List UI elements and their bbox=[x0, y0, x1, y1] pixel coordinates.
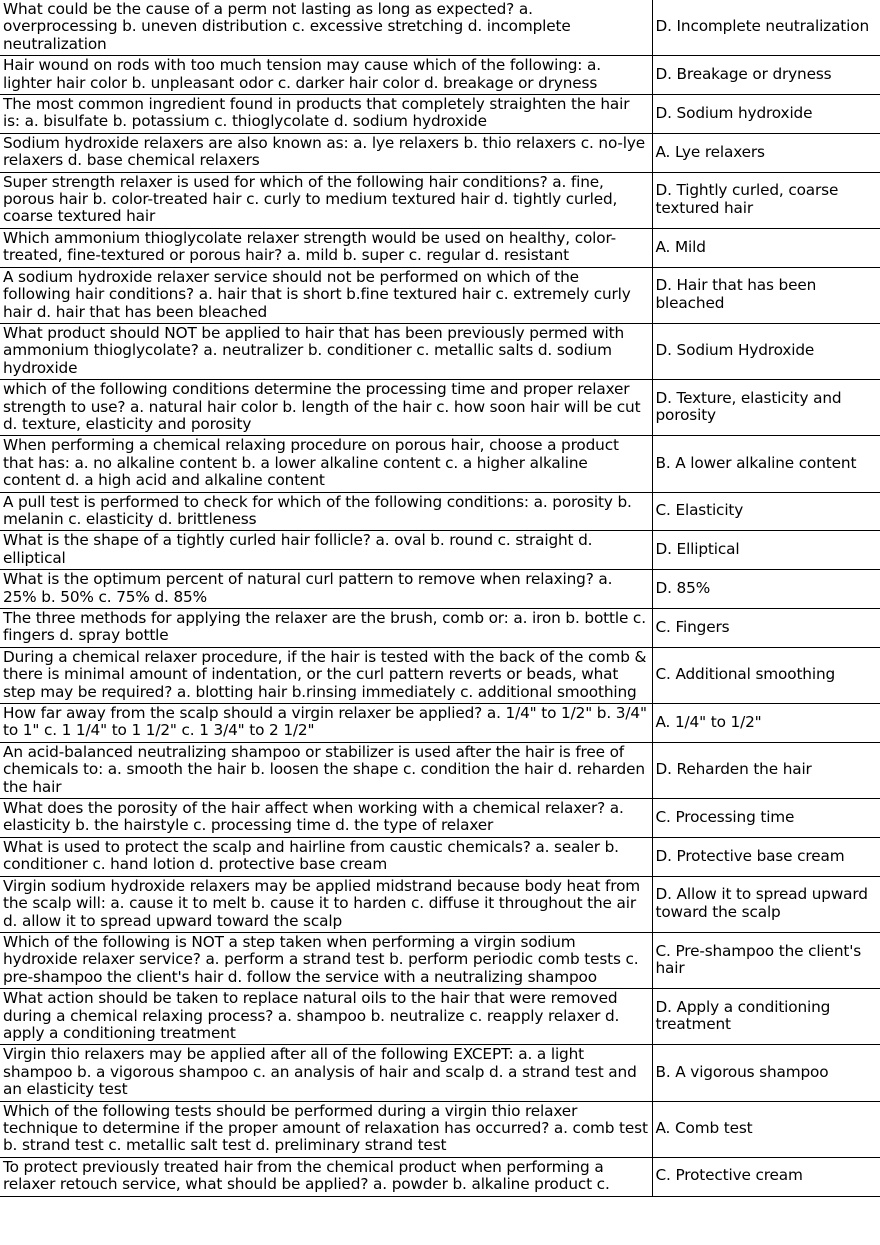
answer-cell: D. Elliptical bbox=[652, 531, 880, 570]
table-row bbox=[0, 133, 880, 172]
answer-cell: C. Fingers bbox=[652, 609, 880, 648]
question-cell: What is the optimum percent of natural curl pattern to remove when relaxing? a. 25% b. 50% c. 75% d. 85% bbox=[0, 570, 652, 609]
table-row bbox=[0, 172, 880, 228]
table-row bbox=[0, 95, 880, 134]
question-cell: The most common ingredient found in products that completely straighten the hair is: a. bisulfate b. potassium c. thioglycolate d. sodium hydroxide bbox=[0, 95, 652, 134]
table-row bbox=[0, 323, 880, 379]
question-cell: What product should NOT be applied to hair that has been previously permed with ammonium thioglycolate? a. neutralizer b. conditioner c. metallic salts d. sodium hydroxide bbox=[0, 323, 652, 379]
answer-cell: C. Pre-shampoo the client's hair bbox=[652, 932, 880, 988]
question-cell: What action should be taken to replace natural oils to the hair that were removed during a chemical relaxing process? a. shampoo b. neutralize c. reapply relaxer d. apply a conditioning treatment bbox=[0, 989, 652, 1045]
table-row bbox=[0, 932, 880, 988]
question-cell: Sodium hydroxide relaxers are also known as: a. lye relaxers b. thio relaxers c. no-lye relaxers d. base chemical relaxers bbox=[0, 133, 652, 172]
answer-cell: C. Elasticity bbox=[652, 492, 880, 531]
question-cell: Virgin sodium hydroxide relaxers may be applied midstrand because body heat from the scalp will: a. cause it to melt b. cause it to harden c. diffuse it throughout the air d. allow it to spread upward toward the scalp bbox=[0, 876, 652, 932]
table-row bbox=[0, 1101, 880, 1157]
table-row bbox=[0, 267, 880, 323]
answer-cell: A. Mild bbox=[652, 228, 880, 267]
table-row bbox=[0, 609, 880, 648]
table-row bbox=[0, 1045, 880, 1101]
question-cell: Which ammonium thioglycolate relaxer strength would be used on healthy, color-treated, fine-textured or porous hair? a. mild b. super c. regular d. resistant bbox=[0, 228, 652, 267]
question-cell: Virgin thio relaxers may be applied after all of the following EXCEPT: a. a light shampoo b. a vigorous shampoo c. an analysis of hair and scalp d. a strand test and an elasticity test bbox=[0, 1045, 652, 1101]
table-row bbox=[0, 989, 880, 1045]
question-cell: which of the following conditions determine the processing time and proper relaxer strength to use? a. natural hair color b. length of the hair c. how soon hair will be cut d. texture, elasticity and porosity bbox=[0, 380, 652, 436]
answer-cell: D. Hair that has been bleached bbox=[652, 267, 880, 323]
answer-cell: A. Lye relaxers bbox=[652, 133, 880, 172]
answer-cell: A. Comb test bbox=[652, 1101, 880, 1157]
table-row bbox=[0, 647, 880, 703]
question-cell: A pull test is performed to check for which of the following conditions: a. porosity b. melanin c. elasticity d. brittleness bbox=[0, 492, 652, 531]
table-row bbox=[0, 570, 880, 609]
question-cell: An acid-balanced neutralizing shampoo or stabilizer is used after the hair is free of chemicals to: a. smooth the hair b. loosen the shape c. condition the hair d. reharden the hair bbox=[0, 742, 652, 798]
answer-cell: D. Reharden the hair bbox=[652, 742, 880, 798]
answer-cell: D. Sodium hydroxide bbox=[652, 95, 880, 134]
question-cell: Hair wound on rods with too much tension may cause which of the following: a. lighter hair color b. unpleasant odor c. darker hair color d. breakage or dryness bbox=[0, 56, 652, 95]
answer-cell: D. Incomplete neutralization bbox=[652, 0, 880, 56]
answer-cell: D. 85% bbox=[652, 570, 880, 609]
question-cell: A sodium hydroxide relaxer service should not be performed on which of the following hair conditions? a. hair that is short b.fine textured hair c. extremely curly hair d. hair that has been bleached bbox=[0, 267, 652, 323]
table-row bbox=[0, 799, 880, 838]
question-cell: Which of the following tests should be performed during a virgin thio relaxer technique to determine if the proper amount of relaxation has occurred? a. comb test b. strand test c. metallic salt test d. preliminary strand test bbox=[0, 1101, 652, 1157]
question-cell: The three methods for applying the relaxer are the brush, comb or: a. iron b. bottle c. fingers d. spray bottle bbox=[0, 609, 652, 648]
question-cell: Which of the following is NOT a step taken when performing a virgin sodium hydroxide relaxer service? a. perform a strand test b. perform periodic comb tests c. pre-shampoo the client's hair d. follow the service with a neutralizing shampoo bbox=[0, 932, 652, 988]
table-row bbox=[0, 436, 880, 492]
table-row bbox=[0, 837, 880, 876]
table-row bbox=[0, 742, 880, 798]
question-cell: What could be the cause of a perm not lasting as long as expected? a. overprocessing b. uneven distribution c. excessive stretching d. incomplete neutralization bbox=[0, 0, 652, 56]
table-row bbox=[0, 531, 880, 570]
question-cell: To protect previously treated hair from the chemical product when performing a relaxer retouch service, what should be applied? a. powder b. alkaline product c. bbox=[0, 1157, 652, 1196]
question-cell: How far away from the scalp should a virgin relaxer be applied? a. 1/4" to 1/2" b. 3/4" to 1" c. 1 1/4" to 1 1/2" c. 1 3/4" to 2 1/2" bbox=[0, 704, 652, 743]
answer-cell: A. 1/4" to 1/2" bbox=[652, 704, 880, 743]
answer-cell: C. Additional smoothing bbox=[652, 647, 880, 703]
answer-cell: D. Allow it to spread upward toward the scalp bbox=[652, 876, 880, 932]
question-cell: When performing a chemical relaxing procedure on porous hair, choose a product that has: a. no alkaline content b. a lower alkaline content c. a higher alkaline content d. a high acid and alkaline content bbox=[0, 436, 652, 492]
answer-cell: B. A lower alkaline content bbox=[652, 436, 880, 492]
answer-cell: D. Apply a conditioning treatment bbox=[652, 989, 880, 1045]
answer-cell: D. Protective base cream bbox=[652, 837, 880, 876]
table-row bbox=[0, 704, 880, 743]
question-cell: What does the porosity of the hair affect when working with a chemical relaxer? a. elasticity b. the hairstyle c. processing time d. the type of relaxer bbox=[0, 799, 652, 838]
question-cell: What is used to protect the scalp and hairline from caustic chemicals? a. sealer b. conditioner c. hand lotion d. protective base cream bbox=[0, 837, 652, 876]
table-row bbox=[0, 380, 880, 436]
answer-cell: B. A vigorous shampoo bbox=[652, 1045, 880, 1101]
question-cell: What is the shape of a tightly curled hair follicle? a. oval b. round c. straight d. elliptical bbox=[0, 531, 652, 570]
answer-cell: D. Tightly curled, coarse textured hair bbox=[652, 172, 880, 228]
question-cell: During a chemical relaxer procedure, if the hair is tested with the back of the comb & there is minimal amount of indentation, or the curl pattern reverts or beads, what step may be required? a. blotting hair b.rinsing immediately c. additional smoothing bbox=[0, 647, 652, 703]
answer-cell: D. Texture, elasticity and porosity bbox=[652, 380, 880, 436]
table-row bbox=[0, 492, 880, 531]
table-row bbox=[0, 1157, 880, 1196]
question-cell: Super strength relaxer is used for which of the following hair conditions? a. fine, porous hair b. color-treated hair c. curly to medium textured hair d. tightly curled, coarse textured hair bbox=[0, 172, 652, 228]
table-row bbox=[0, 228, 880, 267]
answer-cell: C. Protective cream bbox=[652, 1157, 880, 1196]
table-row bbox=[0, 0, 880, 56]
table-row bbox=[0, 56, 880, 95]
answer-cell: D. Sodium Hydroxide bbox=[652, 323, 880, 379]
answer-cell: D. Breakage or dryness bbox=[652, 56, 880, 95]
table-row bbox=[0, 876, 880, 932]
answer-cell: C. Processing time bbox=[652, 799, 880, 838]
